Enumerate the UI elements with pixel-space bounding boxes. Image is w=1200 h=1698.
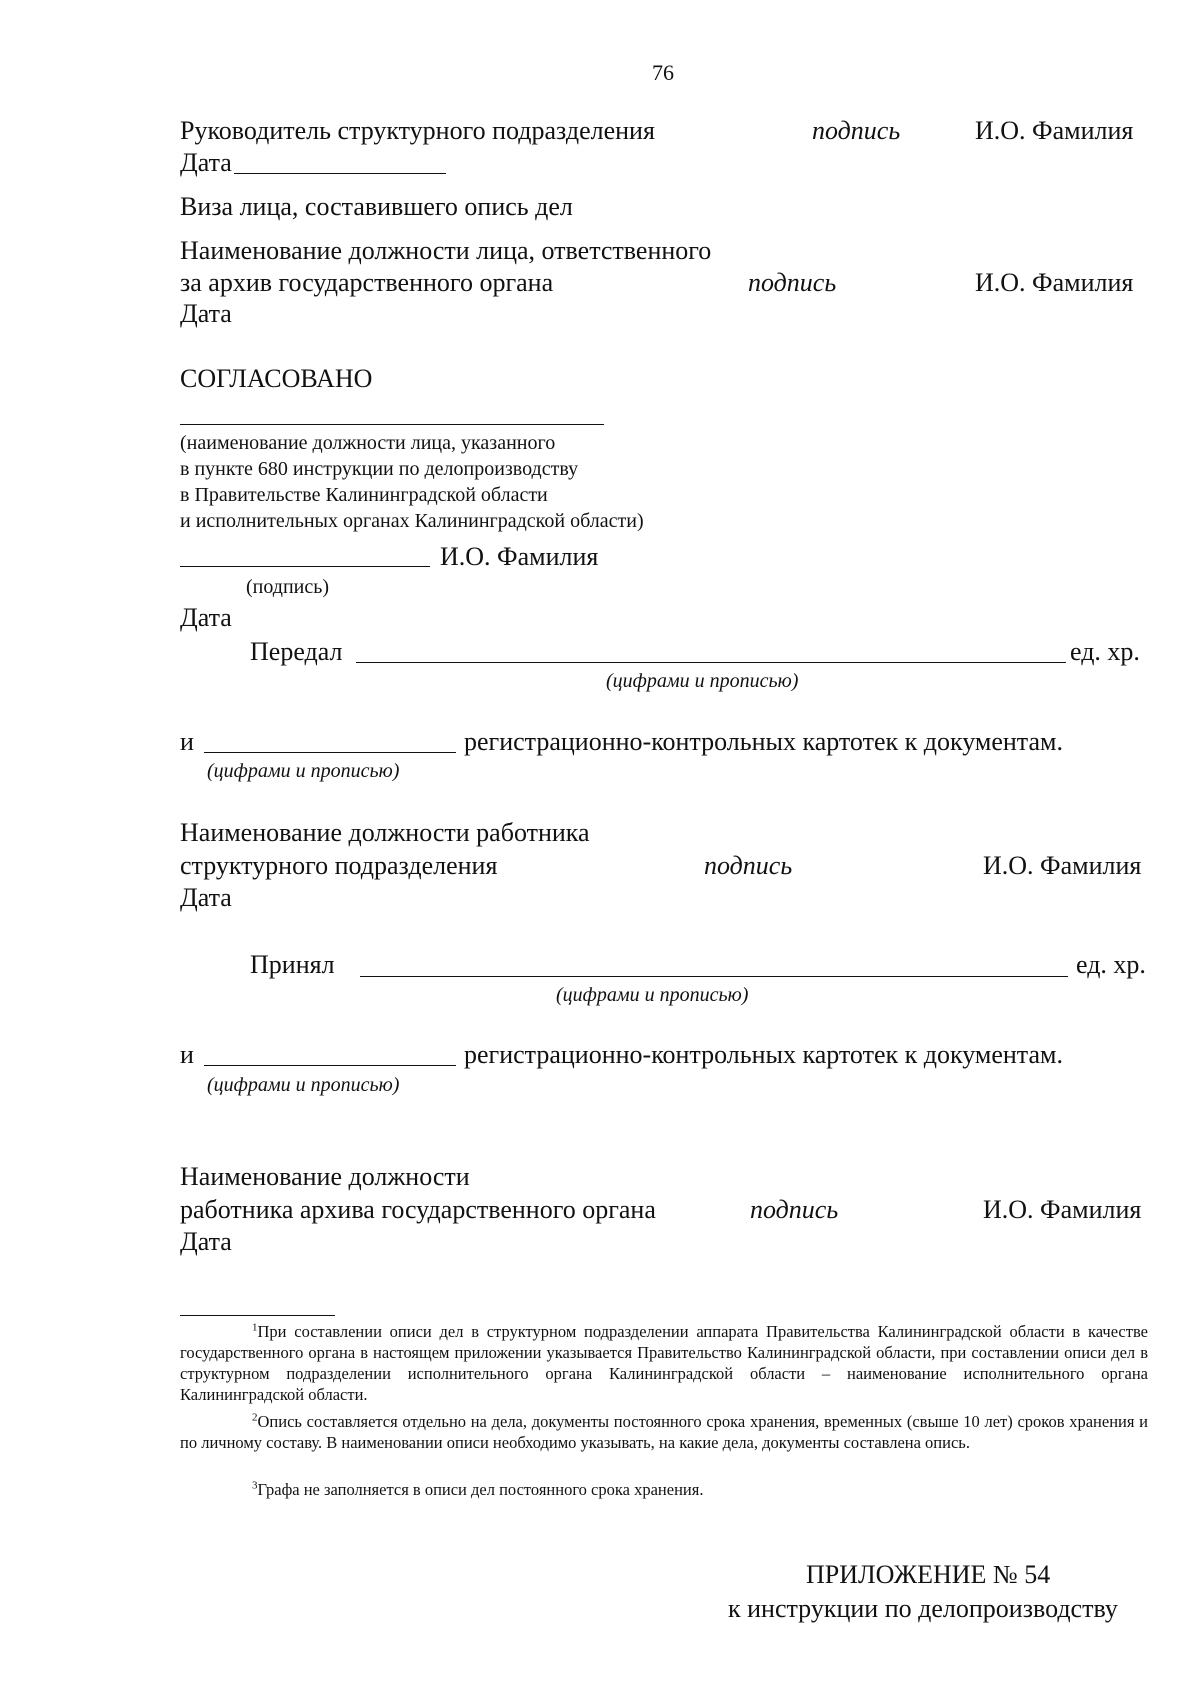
footnote-3: [180, 1479, 1148, 1500]
block3-name: И.О. Фамилия: [983, 851, 1142, 880]
transfer1-unit: ед. хр.: [1070, 637, 1140, 666]
block4-name: И.О. Фамилия: [983, 1195, 1142, 1224]
block2-position-line1: Наименование должности лица, ответственного: [180, 236, 712, 265]
visa-title: Виза лица, составившего опись дел: [180, 192, 573, 221]
agreed-name: И.О. Фамилия: [440, 542, 599, 571]
block3-position-line2: структурного подразделения: [180, 851, 498, 880]
block4-position-line1: Наименование должности: [180, 1162, 470, 1191]
appendix-subtitle: к инструкции по делопроизводству: [728, 1594, 1118, 1623]
footnote-3-text: Графа не заполняется в описи дел постоянного срока хранения.: [257, 1480, 704, 1499]
block3-position-line1: Наименование должности работника: [180, 818, 590, 847]
footnote-2: [180, 1411, 1148, 1453]
block1-position: Руководитель структурного подразделения: [180, 116, 655, 145]
agreed-note-line3: в Правительстве Калининградской области: [180, 484, 548, 506]
footnote-1: [180, 1321, 1148, 1405]
agreed-position-line: [180, 424, 604, 425]
block3-signature: подпись: [704, 851, 793, 880]
footnote-3-mark: 3: [252, 1479, 258, 1492]
agreed-signature-line: [180, 566, 430, 567]
transfer2-cards-text: регистрационно-контрольных картотек к документам.: [464, 1040, 1063, 1069]
agreed-note-line2: в пункте 680 инструкции по делопроизводству: [180, 458, 579, 480]
footnote-1-text: При составлении описи дел в структурном подразделении аппарата Правительства Калининградской области в качестве государственного органа в настоящем приложении указывается Правительство Калининградской области, при составлении описи дел в структурном подразделении исполнительного органа Калининградской области – наименование исполнительного органа Калининградской области.: [180, 1322, 1148, 1404]
block4-position-line2: работника архива государственного органа: [180, 1195, 656, 1224]
transfer2-cards-line: [204, 1065, 456, 1066]
block4-date-label: Дата: [180, 1227, 232, 1256]
block4-signature: подпись: [750, 1195, 839, 1224]
appendix-title: ПРИЛОЖЕНИЕ № 54: [806, 1560, 1051, 1589]
block2-signature: подпись: [748, 268, 837, 297]
footnote-2-text: Опись составляется отдельно на дела, документы постоянного срока хранения, временных (свыше 10 лет) сроков хранения и по личному составу. В наименовании описи необходимо указывать, на какие дела, документы составлена опись.: [180, 1412, 1148, 1452]
footnote-2-mark: 2: [252, 1411, 258, 1424]
transfer2-line: [360, 976, 1068, 977]
transfer2-hint: (цифрами и прописью): [556, 984, 749, 1006]
footnote-separator: [180, 1315, 335, 1316]
transfer2-and: и: [180, 1040, 194, 1069]
agreed-signature-note: (подпись): [246, 576, 330, 598]
agreed-note-line1: (наименование должности лица, указанного: [180, 432, 556, 454]
footnote-1-mark: 1: [252, 1321, 258, 1334]
transfer2-cards-hint: (цифрами и прописью): [207, 1074, 400, 1096]
block1-date-line: [234, 173, 446, 174]
agreed-title: СОГЛАСОВАНО: [180, 364, 373, 393]
block1-date-label: Дата: [180, 148, 232, 177]
transfer1-line: [356, 662, 1066, 663]
block1-name: И.О. Фамилия: [975, 116, 1134, 145]
transfer1-cards-hint: (цифрами и прописью): [207, 760, 400, 782]
block3-date-label: Дата: [180, 883, 232, 912]
transfer2-unit: ед. хр.: [1076, 950, 1146, 979]
transfer1-hint: (цифрами и прописью): [606, 670, 799, 692]
agreed-note-line4: и исполнительных органах Калининградской области): [180, 510, 644, 532]
block2-name: И.О. Фамилия: [975, 268, 1134, 297]
transfer2-label: Принял: [250, 950, 335, 979]
transfer1-and: и: [180, 727, 194, 756]
agreed-date-label: Дата: [180, 603, 232, 632]
page-number: 76: [652, 60, 674, 85]
block2-position-line2: за архив государственного органа: [180, 268, 554, 297]
block1-signature: подпись: [812, 116, 901, 145]
block2-date-label: Дата: [180, 299, 232, 328]
transfer1-cards-text: регистрационно-контрольных картотек к документам.: [464, 727, 1063, 756]
transfer1-label: Передал: [250, 637, 343, 666]
transfer1-cards-line: [204, 752, 456, 753]
